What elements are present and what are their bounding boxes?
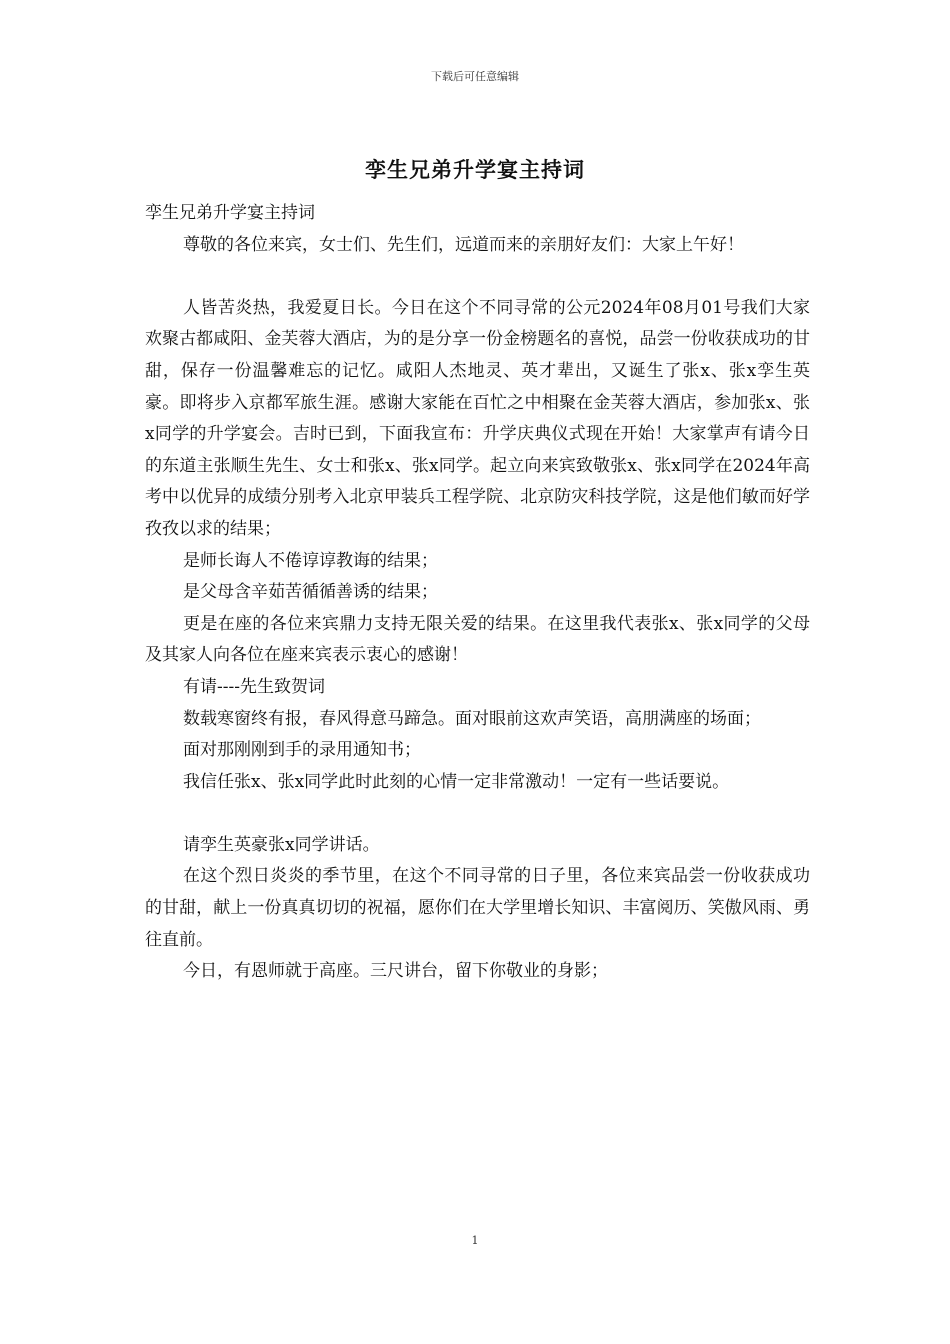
paragraph-years-study: 数载寒窗终有报，春风得意马蹄急。面对眼前这欢声笑语，高朋满座的场面； — [183, 708, 761, 729]
paragraph-teacher-seat: 今日，有恩师就于高座。三尺讲台，留下你敬业的身影； — [183, 961, 608, 982]
paragraph-excited: 我信任张x、张x同学此时此刻的心情一定非常激动！一定有一些话要说。 — [183, 771, 730, 792]
paragraph-opening: 人皆苦炎热，我爱夏日长。今日在这个不同寻常的公元2024年08月01号我们大家欢聚古都咸阳、金芙蓉大酒店，为的是分享一份金榜题名的喜悦，品尝一份收获成功的甘甜，保存一份温馨难忘的记忆。咸阳人杰地灵、英才辈出，又诞生了张x、张x孪生英豪。即将步入京都军旅生涯。感谢大家能在百忙之中相聚在金芙蓉大酒店，参加张x、张x同学的升学宴会。吉时已到，下面我宣布：升学庆典仪式现在开始！大家掌声有请今日的东道主张顺生先生、女士和张x、张x同学。起立向来宾致敬张x、张x同学在2024年高考中以优异的成绩分别考入北京甲装兵工程学院、北京防灾科技学院，这是他们敏而好学孜孜以求的结果； — [145, 297, 810, 539]
paragraph-subtitle: 孪生兄弟升学宴主持词 — [145, 203, 315, 223]
header-note: 下载后可任意编辑 — [431, 70, 519, 83]
paragraph-notice: 面对那刚刚到手的录用通知书； — [183, 740, 421, 761]
paragraph-invite-speech: 有请----先生致贺词 — [183, 676, 325, 697]
paragraph-parents: 是父母含辛茹苦循循善诱的结果； — [183, 582, 438, 603]
paragraph-teachers: 是师长诲人不倦谆谆教诲的结果； — [183, 550, 438, 571]
document-title: 孪生兄弟升学宴主持词 — [365, 157, 585, 182]
page-number: 1 — [471, 1234, 479, 1247]
paragraph-greeting: 尊敬的各位来宾，女士们、先生们，远道而来的亲朋好友们：大家上午好！ — [183, 234, 744, 255]
paragraph-guests-thanks: 更是在座的各位来宾鼎力支持无限关爱的结果。在这里我代表张x、张x同学的父母及其家人向各位在座来宾表示衷心的感谢！ — [145, 613, 810, 666]
paragraph-student-speech: 请孪生英豪张x同学讲话。 — [183, 834, 380, 855]
paragraph-blessing: 在这个烈日炎炎的季节里，在这个不同寻常的日子里，各位来宾品尝一份收获成功的甘甜，献上一份真真切切的祝福，愿你们在大学里增长知识、丰富阅历、笑傲风雨、勇往直前。 — [145, 866, 810, 950]
document-body — [145, 198, 810, 988]
